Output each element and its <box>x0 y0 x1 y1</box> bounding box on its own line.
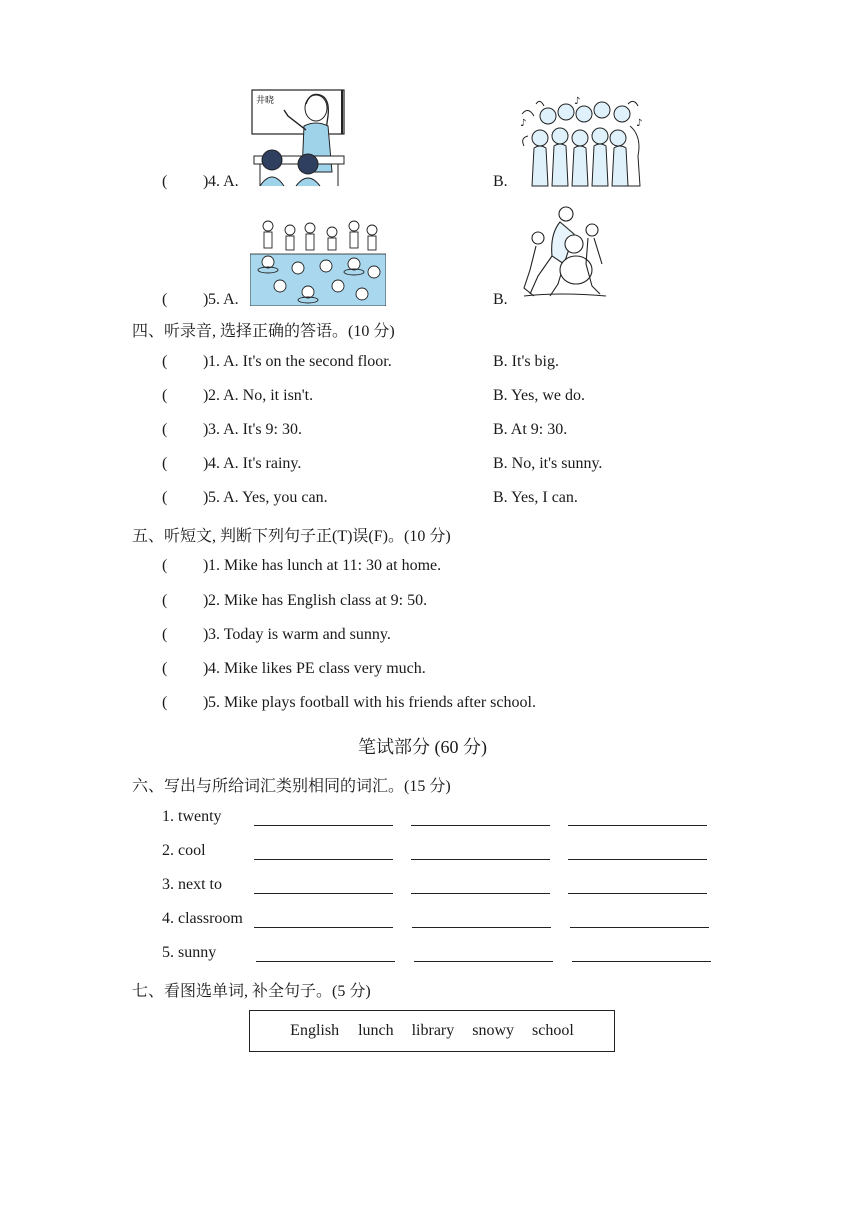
answer-paren-close: ) <box>203 694 209 711</box>
answer-paren-open: ( <box>162 455 168 472</box>
answer-paren-close: ) <box>203 353 209 370</box>
teacher-classroom-illustration <box>250 86 346 188</box>
option-a: 5. A. Yes, you can. <box>208 489 328 506</box>
answer-paren-open: ( <box>162 387 168 404</box>
answer-paren-open: ( <box>162 421 168 438</box>
section-4-title: 四、听录音, 选择正确的答语。(10 分) <box>132 323 395 340</box>
answer-blank[interactable] <box>411 893 550 894</box>
answer-blank[interactable] <box>414 961 553 962</box>
word-bank-item: snowy <box>472 1022 515 1039</box>
answer-paren-open: ( <box>162 291 168 308</box>
answer-blank[interactable] <box>254 893 393 894</box>
option-b: B. Yes, I can. <box>493 489 578 506</box>
option-a-label: 5. A. <box>208 291 239 308</box>
answer-paren-open: ( <box>162 592 168 609</box>
statement-text: 2. Mike has English class at 9: 50. <box>208 592 428 609</box>
answer-blank[interactable] <box>411 825 550 826</box>
answer-paren-close: ) <box>203 387 209 404</box>
statement-text: 5. Mike plays football with his friends after school. <box>208 694 536 711</box>
svg-text:♪: ♪ <box>520 118 527 129</box>
answer-blank[interactable] <box>568 893 707 894</box>
given-word: 3. next to <box>162 876 222 893</box>
option-b-label: B. <box>493 173 508 190</box>
option-b: B. It's big. <box>493 353 559 370</box>
answer-paren-close: ) <box>203 291 209 308</box>
answer-paren-open: ( <box>162 489 168 506</box>
answer-blank[interactable] <box>254 859 393 860</box>
statement-text: 1. Mike has lunch at 11: 30 at home. <box>208 557 442 574</box>
option-a-label: 4. A. <box>208 173 239 190</box>
answer-paren-close: ) <box>203 421 209 438</box>
answer-paren-close: ) <box>203 592 209 609</box>
answer-paren-open: ( <box>162 694 168 711</box>
answer-paren-open: ( <box>162 626 168 643</box>
answer-blank[interactable] <box>412 927 551 928</box>
answer-blank[interactable] <box>256 961 395 962</box>
given-word: 4. classroom <box>162 910 243 927</box>
word-bank-item: English <box>290 1022 340 1039</box>
answer-paren-open: ( <box>162 660 168 677</box>
answer-paren-close: ) <box>203 557 209 574</box>
snowman-illustration <box>520 204 608 300</box>
option-b: B. At 9: 30. <box>493 421 568 438</box>
answer-blank[interactable] <box>254 825 393 826</box>
answer-paren-close: ) <box>203 455 209 472</box>
swimming-pool-illustration <box>250 216 386 306</box>
given-word: 1. twenty <box>162 808 222 825</box>
written-part-heading: 笔试部分 (60 分) <box>358 737 487 757</box>
option-a: 3. A. It's 9: 30. <box>208 421 302 438</box>
word-bank-item: library <box>411 1022 455 1039</box>
section-7-title: 七、看图选单词, 补全句子。(5 分) <box>132 983 371 1000</box>
option-b: B. Yes, we do. <box>493 387 586 404</box>
answer-paren-close: ) <box>203 626 209 643</box>
option-b-label: B. <box>493 291 508 308</box>
option-a: 1. A. It's on the second floor. <box>208 353 392 370</box>
board-text: 井晓 <box>256 96 275 106</box>
children-singing-illustration <box>518 96 644 188</box>
svg-text:♪: ♪ <box>574 96 581 107</box>
option-a: 2. A. No, it isn't. <box>208 387 314 404</box>
answer-blank[interactable] <box>411 859 550 860</box>
answer-paren-close: ) <box>203 489 209 506</box>
section-5-title: 五、听短文, 判断下列句子正(T)误(F)。(10 分) <box>132 528 451 545</box>
word-bank-item: school <box>532 1022 574 1039</box>
answer-blank[interactable] <box>568 825 707 826</box>
answer-paren-open: ( <box>162 557 168 574</box>
section-6-title: 六、写出与所给词汇类别相同的词汇。(15 分) <box>132 778 451 795</box>
word-bank-box <box>249 1010 615 1052</box>
given-word: 2. cool <box>162 842 206 859</box>
answer-blank[interactable] <box>570 927 709 928</box>
option-b: B. No, it's sunny. <box>493 455 603 472</box>
answer-blank[interactable] <box>568 859 707 860</box>
statement-text: 3. Today is warm and sunny. <box>208 626 391 643</box>
answer-paren-close: ) <box>203 173 209 190</box>
answer-blank[interactable] <box>572 961 711 962</box>
answer-paren-close: ) <box>203 660 209 677</box>
word-bank-item: lunch <box>358 1022 394 1039</box>
answer-blank[interactable] <box>254 927 393 928</box>
statement-text: 4. Mike likes PE class very much. <box>208 660 426 677</box>
option-a: 4. A. It's rainy. <box>208 455 302 472</box>
answer-paren-open: ( <box>162 353 168 370</box>
svg-text:♪: ♪ <box>636 118 643 129</box>
given-word: 5. sunny <box>162 944 217 961</box>
answer-paren-open: ( <box>162 173 168 190</box>
